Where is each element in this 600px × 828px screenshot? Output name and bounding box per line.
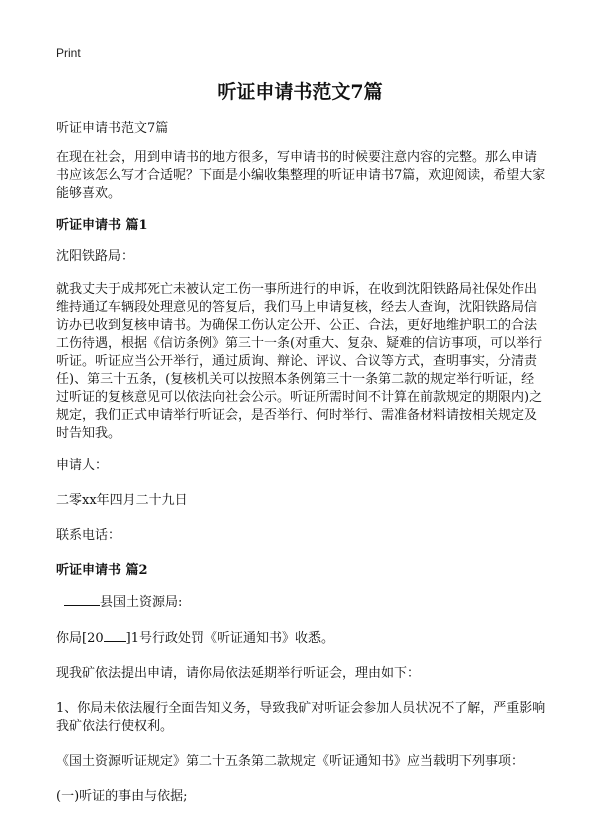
section-1-heading: 听证申请书 篇1 bbox=[56, 218, 148, 233]
document-body bbox=[56, 120, 546, 806]
phone-line: 联系电话： bbox=[56, 528, 122, 543]
notice-prefix: 你局[20 bbox=[56, 631, 104, 646]
section-2-recipient bbox=[56, 593, 546, 612]
regulation-line: 《国土资源听证规定》第二十五条第二款规定《听证通知书》应当载明下列事项： bbox=[56, 754, 525, 769]
section-1-recipient: 沈阳铁路局： bbox=[56, 249, 135, 264]
document-title: 听证申请书范文7篇 bbox=[217, 81, 383, 103]
applicant-line: 申请人： bbox=[56, 458, 109, 473]
blank-underline bbox=[104, 629, 126, 642]
recipient-text: 县国土资源局: bbox=[100, 595, 183, 610]
notice-suffix: ]1号行政处罚《听证通知书》收悉。 bbox=[125, 631, 334, 646]
notice-line bbox=[56, 629, 546, 648]
document-subtitle: 听证申请书范文7篇 bbox=[56, 121, 169, 136]
print-link[interactable]: Print bbox=[56, 46, 81, 60]
blank-underline bbox=[64, 593, 100, 606]
section-2-heading: 听证申请书 篇2 bbox=[56, 563, 148, 578]
intro-paragraph: 在现在社会，用到申请书的地方很多，写申请书的时候要注意内容的完整。那么申请书应该怎么写才合适呢？下面是小编收集整理的听证申请书7篇，欢迎阅读，希望大家能够喜欢。 bbox=[56, 150, 546, 201]
reason-1: 1、你局未依法履行全面告知义务，导致我矿对听证会参加人员状况不了解，严重影响我矿依法行使权利。 bbox=[56, 701, 546, 734]
date-line: 二零xx年四月二十九日 bbox=[56, 493, 188, 508]
item-1: (一)听证的事由与依据; bbox=[56, 789, 188, 804]
request-line: 现我矿依法提出申请，请你局依法延期举行听证会，理由如下： bbox=[56, 666, 421, 681]
section-1-body: 就我丈夫于成邦死亡未被认定工伤一事所进行的申诉，在收到沈阳铁路局社保处作出维持通辽车辆段处理意见的答复后，我们马上申请复核，经去人查询，沈阳铁路局信访办已收到复核申请书。为确保工伤认定公开、公正、合法，更好地维护职工的合法工伤待遇，根据《信访条例》第三十一条(对重大、复杂、疑难的信访事项，可以举行听证。听证应当公开举行，通过质询、辩论、评议、合议等方式，查明事实，分清责任)、第三十五条，(复核机关可以按照本条例第三十一条第二款的规定举行听证，经过听证的复核意见可以依法向社会公示。听证所需时间不计算在前款规定的期限内)之规定，我们正式申请举行听证会，是否举行、何时举行、需准备材料请按相关规定及时告知我。 bbox=[56, 282, 543, 441]
